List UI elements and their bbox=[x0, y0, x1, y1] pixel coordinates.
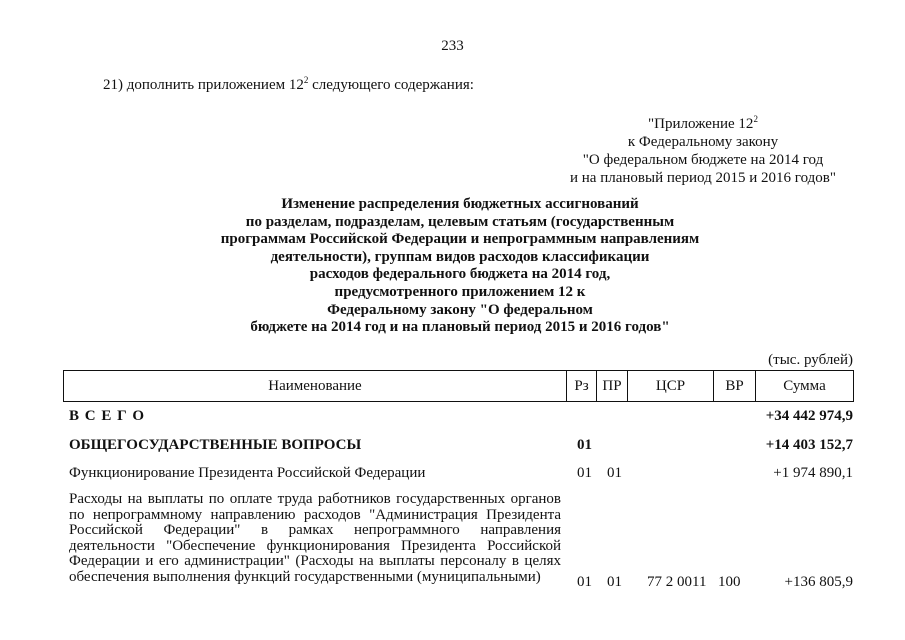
row-total-sum: +34 442 974,9 bbox=[765, 408, 853, 424]
row-subsection-pr: 01 bbox=[607, 465, 622, 481]
table-header-row bbox=[64, 371, 854, 402]
header-csr: ЦСР bbox=[628, 371, 714, 402]
header-sum: Сумма bbox=[756, 371, 854, 402]
row-subsection-rz: 01 bbox=[577, 465, 592, 481]
row-section-sum: +14 403 152,7 bbox=[765, 437, 853, 453]
row-subsection-sum: +1 974 890,1 bbox=[773, 465, 853, 481]
units-label: (тыс. рублей) bbox=[768, 352, 853, 368]
title-line: предусмотренного приложением 12 к bbox=[334, 283, 586, 300]
row-expense-sum: +136 805,9 bbox=[784, 574, 853, 590]
appendix-superscript: 2 bbox=[753, 114, 758, 124]
header-vr: ВР bbox=[714, 371, 756, 402]
appendix-line-3: "О федеральном бюджете на 2014 год bbox=[582, 152, 824, 168]
document-title bbox=[200, 196, 720, 337]
title-line: Изменение распределения бюджетных ассигнований bbox=[281, 196, 639, 212]
row-expense-pr: 01 bbox=[607, 574, 622, 590]
title-line: Федеральному закону "О федеральном bbox=[327, 301, 593, 318]
row-section-name: ОБЩЕГОСУДАРСТВЕННЫЕ ВОПРОСЫ bbox=[69, 437, 362, 453]
title-line: деятельности), группам видов расходов классификации bbox=[270, 248, 650, 265]
row-section-rz: 01 bbox=[577, 437, 592, 453]
row-expense-vr: 100 bbox=[718, 574, 741, 590]
title-line: расходов федерального бюджета на 2014 год, bbox=[309, 266, 611, 283]
header-name: Наименование bbox=[64, 371, 567, 402]
row-expense-rz: 01 bbox=[577, 574, 592, 590]
row-expense-name: Расходы на выплаты по оплате труда работников государственных органов по непрограммному направлению расходов "Администрация Президента Российской Федерации" в рамках непрограммного направления деятельности "Обеспечение функционирования Президента Российской Федерации и его администрации" (Расходы на выплаты персоналу в целях обеспечения выполнения функций государственными (муниципальными) bbox=[69, 491, 561, 585]
appendix-line-4: и на плановый период 2015 и 2016 годов" bbox=[570, 170, 836, 186]
row-expense-csr: 77 2 0011 bbox=[647, 574, 707, 590]
title-line: бюджете на 2014 год и на плановый период 2015 и 2016 годов" bbox=[250, 319, 670, 336]
header-rz: Рз bbox=[567, 371, 597, 402]
row-subsection-name: Функционирование Президента Российской Федерации bbox=[69, 465, 426, 481]
intro-text-main: 21) дополнить приложением 12 bbox=[103, 77, 304, 93]
intro-text-after: следующего содержания: bbox=[308, 77, 474, 93]
intro-text bbox=[103, 77, 474, 94]
title-line: программам Российской Федерации и непрограммным направлениям bbox=[220, 231, 700, 248]
row-total-name: В С Е Г О bbox=[69, 408, 146, 424]
appendix-line-1: "Приложение $12^2$ bbox=[648, 114, 758, 132]
appendix-heading bbox=[553, 115, 853, 187]
appendix-line-2: к Федеральному закону bbox=[627, 134, 779, 150]
title-line: по разделам, подразделам, целевым статьям (государственным bbox=[245, 213, 675, 230]
header-pr: ПР bbox=[597, 371, 628, 402]
budget-table-header bbox=[63, 370, 854, 402]
page-number: 233 bbox=[441, 38, 464, 54]
intro-superscript: 2 bbox=[303, 75, 309, 85]
